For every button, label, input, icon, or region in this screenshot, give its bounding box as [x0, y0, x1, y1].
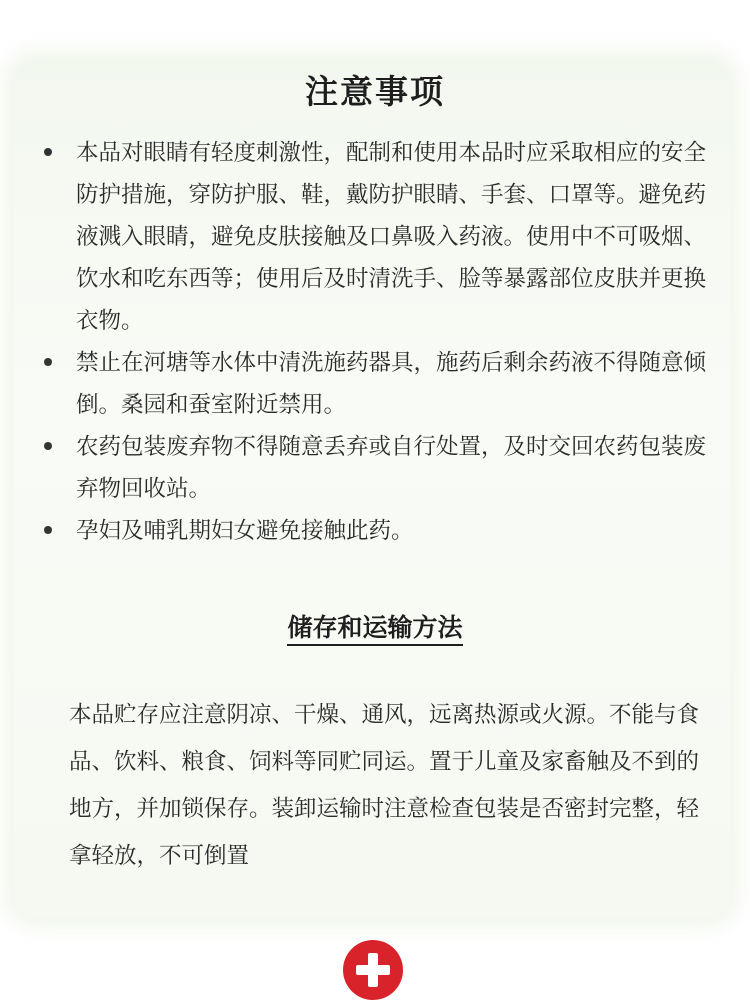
list-item	[40, 342, 720, 426]
bullet-icon	[44, 148, 52, 156]
bullet-icon	[44, 442, 52, 450]
bullet-icon	[44, 358, 52, 366]
storage-title-text: 储存和运输方法	[287, 613, 462, 646]
list-item-text: 农药包装废弃物不得随意丢弃或自行处置，及时交回农药包装废弃物回收站。	[76, 434, 707, 502]
cross-vertical-bar	[368, 953, 378, 987]
precautions-title: 注意事项	[305, 72, 445, 111]
list-item-text: 孕妇及哺乳期妇女避免接触此药。	[76, 518, 414, 544]
list-item	[40, 510, 720, 552]
storage-title	[0, 608, 750, 644]
list-item	[40, 132, 720, 342]
bullet-icon	[44, 526, 52, 534]
medical-cross-icon	[343, 940, 403, 1000]
list-item-text: 禁止在河塘等水体中清洗施药器具，施药后剩余药液不得随意倾倒。桑园和蚕室附近禁用。	[76, 350, 707, 418]
list-item-text: 本品对眼睛有轻度刺激性，配制和使用本品时应采取相应的安全防护措施，穿防护服、鞋，戴防护眼睛、手套、口罩等。避免药液溅入眼睛，避免皮肤接触及口鼻吸入药液。使用中不可吸烟、饮水和吃东西等；使用后及时清洗手、脸等暴露部位皮肤并更换衣物。	[76, 140, 707, 334]
storage-text: 本品贮存应注意阴凉、干燥、通风，远离热源或火源。不能与食品、饮料、粮食、饲料等同贮同运。置于儿童及家畜触及不到的地方，并加锁保存。装卸运输时注意检查包装是否密封完整，轻拿轻放，不可倒置	[69, 702, 700, 869]
list-item	[40, 426, 720, 510]
precautions-list	[40, 132, 720, 552]
